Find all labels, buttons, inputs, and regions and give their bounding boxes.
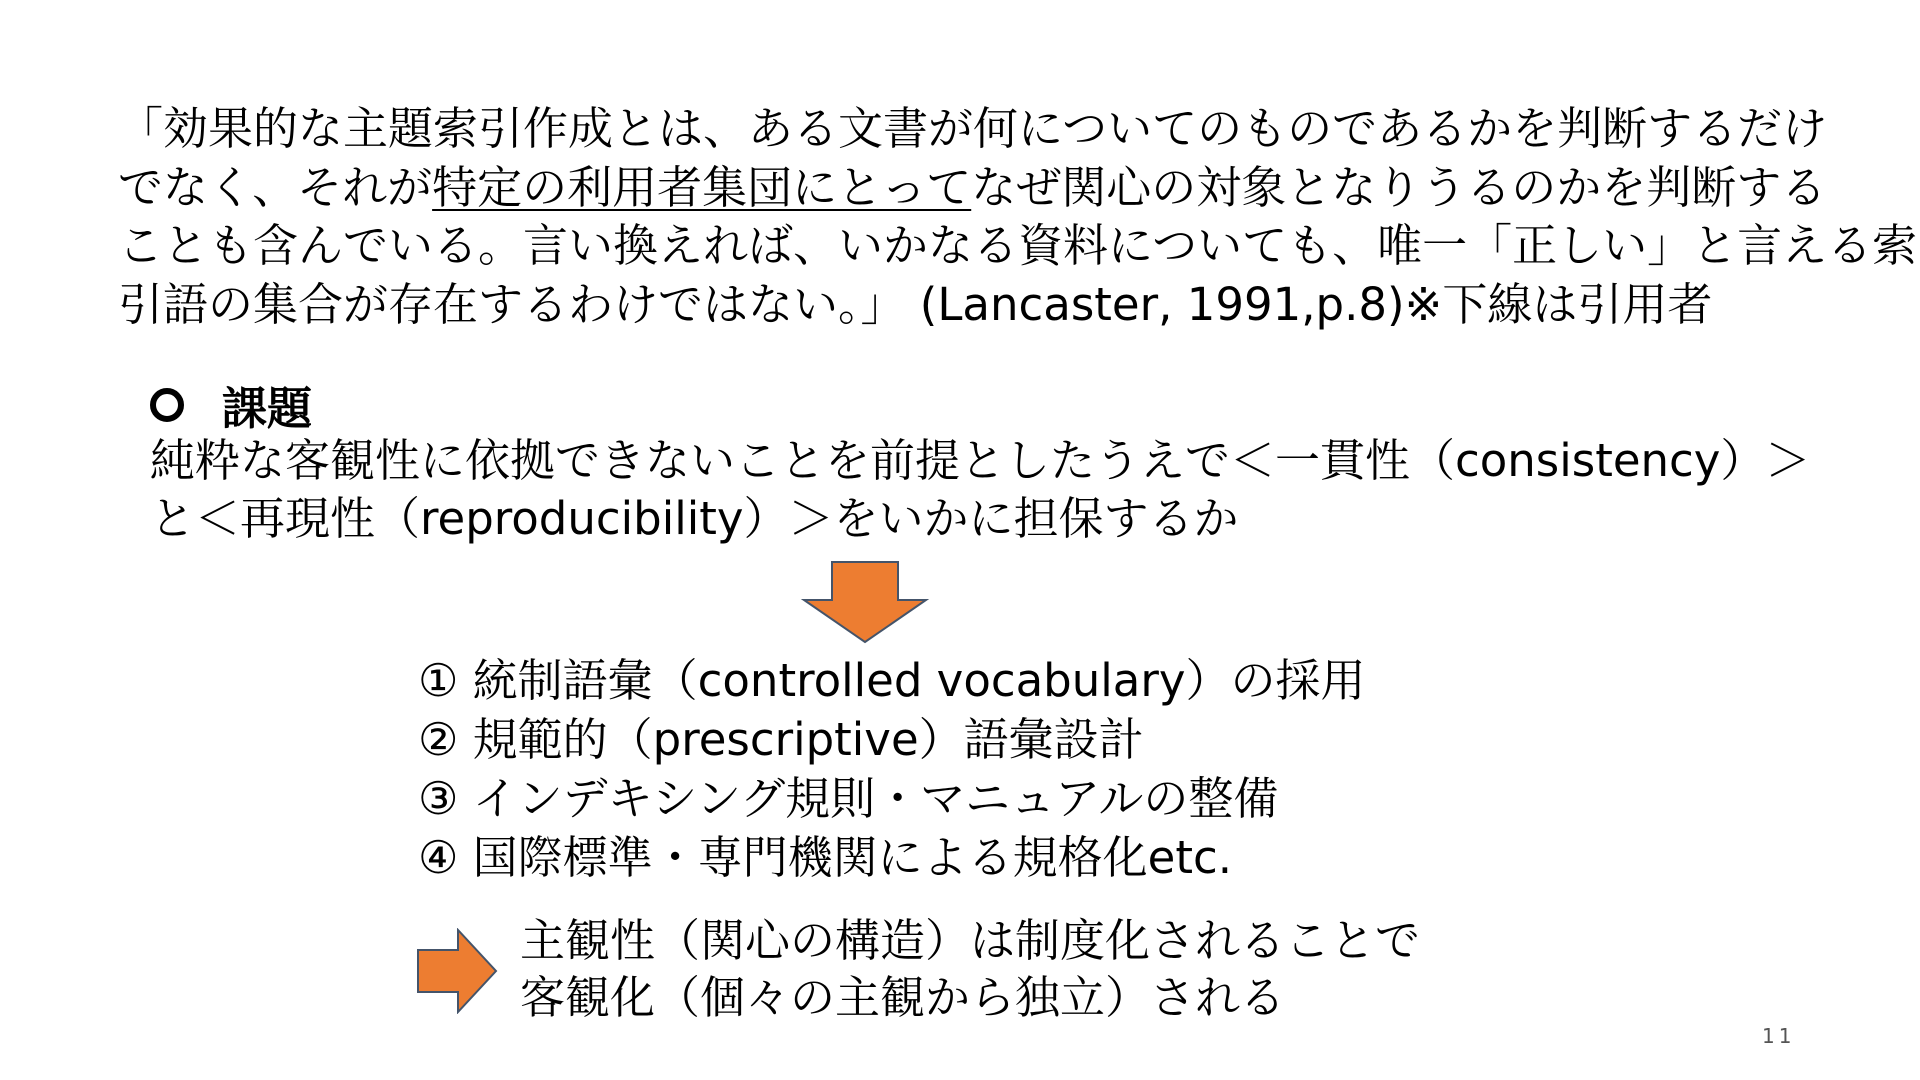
- list-item: ④ 国際標準・専門機関による規格化etc.: [418, 831, 1233, 884]
- list-item: ① 統制語彙（controlled vocabulary）の採用: [418, 654, 1366, 707]
- issue-line-1: 純粋な客観性に依拠できないことを前提としたうえで＜一貫性（consistency）＞: [150, 434, 1811, 487]
- page-number: 11: [1762, 1024, 1796, 1048]
- list-item: ③ インデキシング規則・マニュアルの整備: [418, 772, 1279, 825]
- conclusion-line-1: 主観性（関心の構造）は制度化されることで: [520, 914, 1421, 967]
- quote-line-2: [118, 159, 1827, 218]
- quote-line-3: ことも含んでいる。言い換えれば、いかなる資料についても、唯一「正しい」と言える索: [118, 219, 1918, 272]
- list-item: ② 規範的（prescriptive）語彙設計: [418, 713, 1144, 766]
- measures-list: [418, 651, 1365, 887]
- conclusion-line-2: 客観化（個々の主観から独立）される: [520, 971, 1286, 1024]
- quote-underlined-phrase: 特定の利用者集団にとって: [432, 160, 972, 214]
- conclusion: [520, 912, 1420, 1026]
- quote-line-2-end: なぜ関心の対象となりうるのかを判断する: [971, 160, 1827, 214]
- issue-heading: [150, 372, 312, 437]
- quote-line-4: 引語の集合が存在するわけではない。」 (Lancaster, 1991,p.8)※下線は引用者: [118, 277, 1713, 331]
- down-arrow-icon: [800, 560, 930, 644]
- circle-bullet-icon: [150, 388, 184, 422]
- issue-body: [150, 432, 1810, 548]
- issue-heading-text: 課題: [222, 382, 313, 435]
- right-arrow-icon: [416, 928, 498, 1014]
- quote-line-1: 「効果的な主題索引作成とは、ある文書が何についてのものであるかを判断するだけ: [118, 102, 1828, 155]
- issue-line-2: と＜再現性（reproducibility）＞をいかに担保するか: [150, 492, 1239, 545]
- quote-line-2-start: でなく、それが: [118, 160, 433, 214]
- quote-block: [118, 100, 1918, 334]
